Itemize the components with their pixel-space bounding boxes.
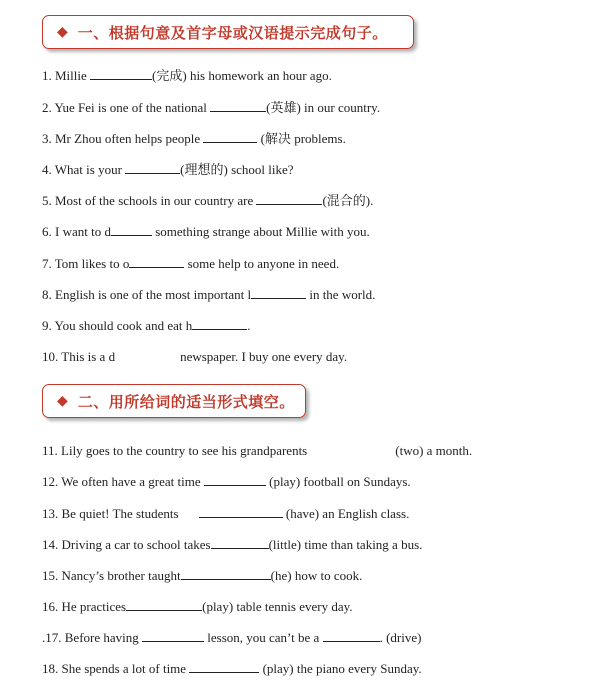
question-6-text: 6. I want to d xyxy=(42,224,111,239)
question-12 xyxy=(42,474,411,490)
diamond-bullet-icon: ◆ xyxy=(57,24,68,40)
answer-blank[interactable] xyxy=(203,131,257,143)
question-12-text: 12. We often have a great time xyxy=(42,474,204,489)
question-1 xyxy=(42,68,332,84)
question-1-hint: (完成) his homework an hour ago. xyxy=(152,68,332,83)
question-3 xyxy=(42,131,346,147)
question-6-hint: something strange about Millie with you. xyxy=(151,224,370,239)
answer-blank[interactable] xyxy=(189,661,259,673)
question-11 xyxy=(42,443,472,459)
question-14 xyxy=(42,537,422,553)
answer-blank[interactable] xyxy=(126,599,202,611)
question-9 xyxy=(42,318,250,334)
question-7-hint: some help to anyone in need. xyxy=(184,256,340,271)
answer-blank[interactable] xyxy=(111,224,152,236)
question-13-text: 13. Be quiet! The students xyxy=(42,506,179,521)
question-1-text: 1. Millie xyxy=(42,68,91,83)
question-6 xyxy=(42,224,370,240)
question-16-hint: (play) table tennis every day. xyxy=(202,599,353,614)
question-2-hint: (英雄) in our country. xyxy=(266,100,381,115)
diamond-bullet-icon: ◆ xyxy=(57,393,68,409)
question-3-hint: (解决 problems. xyxy=(257,131,346,146)
answer-blank[interactable] xyxy=(307,444,395,455)
question-2-text: 2. Yue Fei is one of the national xyxy=(42,100,211,115)
question-11-text: 11. Lily goes to the country to see his grandparents xyxy=(42,443,308,458)
question-16-text: 16. He practices xyxy=(42,599,127,614)
question-9-text: 9. You should cook and eat h xyxy=(42,318,193,333)
question-9-hint: . xyxy=(247,318,251,333)
question-12-hint: (play) football on Sundays. xyxy=(265,474,411,489)
answer-blank[interactable] xyxy=(199,506,283,518)
section-header-1 xyxy=(42,15,414,49)
question-17-middle-text: lesson, you can’t be a xyxy=(204,630,323,645)
answer-blank[interactable] xyxy=(142,630,204,642)
question-8-text: 8. English is one of the most important l xyxy=(42,287,252,302)
question-15-hint: (he) how to cook. xyxy=(270,568,363,583)
question-10-text: 10. This is a d xyxy=(42,349,116,364)
question-13 xyxy=(42,506,409,522)
section-title-2: 二、用所给词的适当形式填空。 xyxy=(77,392,295,411)
question-15 xyxy=(42,568,362,584)
answer-blank[interactable] xyxy=(125,162,180,174)
question-3-text: 3. Mr Zhou often helps people xyxy=(42,131,204,146)
question-18-hint: (play) the piano every Sunday. xyxy=(259,661,422,676)
answer-blank[interactable] xyxy=(90,68,152,80)
question-17-text: .17. Before having xyxy=(42,630,143,645)
question-17-hint: . (drive) xyxy=(379,630,422,645)
question-14-text: 14. Driving a car to school takes xyxy=(42,537,211,552)
answer-blank[interactable] xyxy=(256,193,322,205)
question-10 xyxy=(42,349,347,365)
question-8 xyxy=(42,287,375,303)
question-10-hint: newspaper. I buy one every day. xyxy=(180,349,348,364)
question-4 xyxy=(42,162,294,178)
question-4-text: 4. What is your xyxy=(42,162,126,177)
question-7-text: 7. Tom likes to o xyxy=(42,256,130,271)
question-18-text: 18. She spends a lot of time xyxy=(42,661,190,676)
answer-blank[interactable] xyxy=(115,350,180,361)
answer-blank[interactable] xyxy=(251,287,306,299)
question-5 xyxy=(42,193,373,209)
question-16 xyxy=(42,599,353,615)
answer-blank[interactable] xyxy=(323,630,380,642)
section-title-1: 一、根据句意及首字母或汉语提示完成句子。 xyxy=(77,23,388,42)
answer-blank[interactable] xyxy=(181,568,271,580)
question-5-text: 5. Most of the schools in our country are xyxy=(42,193,257,208)
question-5-hint: (混合的). xyxy=(322,193,374,208)
question-13-hint: (have) an English class. xyxy=(282,506,410,521)
question-4-hint: (理想的) school like? xyxy=(180,162,294,177)
question-15-text: 15. Nancy’s brother taught xyxy=(42,568,181,583)
answer-blank[interactable] xyxy=(210,100,266,112)
section-header-2 xyxy=(42,384,306,418)
answer-blank[interactable] xyxy=(192,318,247,330)
answer-blank[interactable] xyxy=(129,256,184,268)
question-11-hint: (two) a month. xyxy=(395,443,473,458)
question-7 xyxy=(42,256,339,272)
question-17 xyxy=(42,630,421,646)
answer-blank[interactable] xyxy=(211,537,269,549)
question-18 xyxy=(42,661,422,677)
answer-blank[interactable] xyxy=(204,474,266,486)
question-14-hint: (little) time than taking a bus. xyxy=(268,537,423,552)
question-2 xyxy=(42,100,380,116)
question-8-hint: in the world. xyxy=(306,287,376,302)
